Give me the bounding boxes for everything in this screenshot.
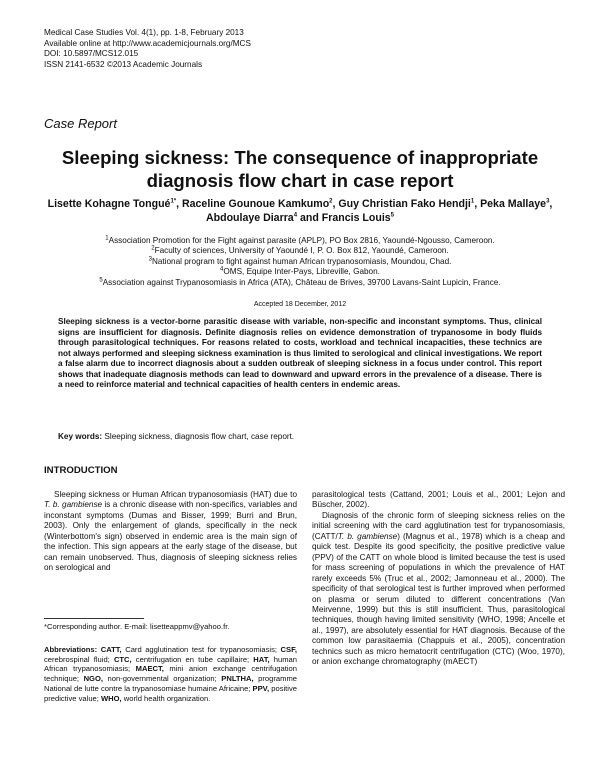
author-name: , Guy Christian Fako Hendji — [332, 198, 471, 210]
author-sup: 1 — [470, 198, 475, 205]
author-name: Lisette Kohagne Tongué — [47, 198, 171, 210]
article-title: Sleeping sickness: The consequence of inappropriate diagnosis flow chart in case report — [61, 147, 539, 191]
journal-citation: Medical Case Studies Vol. 4(1), pp. 1-8, February 2013 — [44, 28, 244, 37]
author-list — [40, 197, 560, 225]
corresponding-author-footnote: *Corresponding author. E-mail: lisetteappmv@yahoo.fr. — [44, 622, 230, 631]
abbreviations-label: Abbreviations: — [44, 645, 98, 654]
author-name: and Francis Louis — [297, 212, 391, 224]
keywords-text: Sleeping sickness, diagnosis flow chart, case report. — [102, 432, 295, 441]
abstract: Sleeping sickness is a vector-borne parasitic disease with variable, non-specific and inconstant symptoms. Thus, clinical signs are insufficient for diagnosis. Definite diagnosis relies on evidence demonstration of trypanosome in body fluids through parasitological techniques. For reasons related to costs, workload and technical incapacities, these technics are not always performed and sleeping sickness examination is thus limited to serological and clinical investigations. We report a false alarm due to incorrect diagnosis about a sudden outbreak of sleeping sickness in a focus under control. This report shows that inadequate diagnosis methods can lead to downward and upward errors in the prevalence of a disease. There is a need to reinforce material and technical capacities of health centers in endemic areas. — [58, 317, 542, 389]
author-sup: 2 — [329, 198, 333, 205]
footnote-divider — [44, 618, 144, 619]
affiliation-item: $^1$Association Promotion for the Fight against parasite (APLP), PO Box 2816, Yaoundé-Ngousso, Cameroon. — [105, 235, 495, 245]
keywords-label: Key words: — [58, 432, 103, 441]
affiliation-item: $^4$OMS, Equipe Inter-Pays, Libreville, Gabon. — [220, 266, 380, 277]
author-sup: 4 — [293, 212, 298, 219]
author-name: , Raceline Gounoue Kamkumo — [176, 198, 330, 210]
article-type: Case Report — [44, 116, 117, 131]
author-sup: 3 — [546, 198, 550, 205]
affiliation-item: $^5$Association against Trypanosomiasis in Africa (ATA), Château de Brives, 39700 Lavans-Saint Lupicin, France. — [99, 276, 501, 287]
paragraph: parasitological tests (Cattand, 2001; Louis et al., 2001; Lejon and Büscher, 2002). — [312, 490, 565, 510]
species-name: T. b. gambiense — [337, 531, 398, 541]
section-heading-introduction: INTRODUCTION — [44, 465, 118, 476]
species-name: T. b. gambiense — [44, 500, 103, 510]
author-name: , Peka Mallaye — [474, 198, 547, 210]
body-column-right — [312, 490, 565, 668]
journal-doi: DOI: 10.5897/MCS12.015 — [44, 49, 139, 58]
affiliation-list — [40, 236, 560, 288]
author-sup: 5 — [390, 212, 395, 219]
journal-url: Available online at http://www.academicjournals.org/MCS — [44, 38, 251, 48]
journal-issn: ISSN 2141-6532 ©2013 Academic Journals — [44, 59, 203, 69]
body-column-left — [44, 490, 297, 574]
accepted-date: Accepted 18 December, 2012 — [253, 301, 347, 308]
author-sup: 1* — [170, 198, 177, 205]
affiliation-item: $^3$National program to fight against human African trypanosomiasis, Moundou, Chad. — [148, 256, 452, 266]
paragraph: Sleeping sickness or Human African trypanosomiasis (HAT) due to T. b. gambiense is a chronic disease with non-specifics, variables and inconstant symptoms (Dumas and Bisser, 1999; Burri and Brun, 2003). Only the enlargement of glands, specifically in the neck (Winterbottom's sign) observed in endemic area is the main sign of the infection. This sign appears at the early stage of the disease, but can remain unobserved. Thus, diagnosis of sleeping sickness relies on serological and — [44, 490, 297, 573]
author-name: , Abdoulaye Diarra — [205, 198, 553, 224]
paragraph: Diagnosis of the chronic form of sleeping sickness relies on the initial screening with the card agglutination test for trypanosomiasis, (CATT/T. b. gambiense) (Magnus et al., 1978) which is a cheap and quick test. Despite its good specificity, the positive predictive value (PPV) of the CATT on whole blood is limited because the test is used for mass screening of populations in which the prevalence of HAT rarely exceeds 5% (Truc et al., 2002; Jamonneau et al., 2000). The specificity of that serological test is further improved when performed on plasma or serum diluted to different concentrations (Van Meirvenne, 1999) but this is still insufficient. Thus, parasitological techniques, though having limited sensitivity (WHO, 1998; Ancelle et al., 1997), are absolutely essential for HAT diagnosis. Because of the common low parasitaemia (Chappuis et al., 2005), concentration technics such as micro hematocrit centrifugation (CTC) (Woo, 1970), or anion exchange chromatography (mAECT) — [312, 510, 565, 667]
keywords — [58, 432, 542, 443]
affiliation-item: $^2$Faculty of sciences, University of Yaoundé I, P. O. Box 812, Yaoundé, Cameroon. — [151, 245, 449, 256]
abbreviations: Abbreviations: CATT, Card agglutination test for trypanosomiasis; CSF, cerebrospinal fluid; CTC, centrifugation en tube capillaire; HAT, human African trypanosomiasis; MAECT, mini anion exchange centrifugation technique; NGO, non-governmental organization; PNLTHA, programme National de lutte contre la trypanosomiase humaine Africaine; PPV, positive predictive value; WHO, world health organization. — [44, 645, 297, 703]
journal-header — [44, 28, 564, 70]
